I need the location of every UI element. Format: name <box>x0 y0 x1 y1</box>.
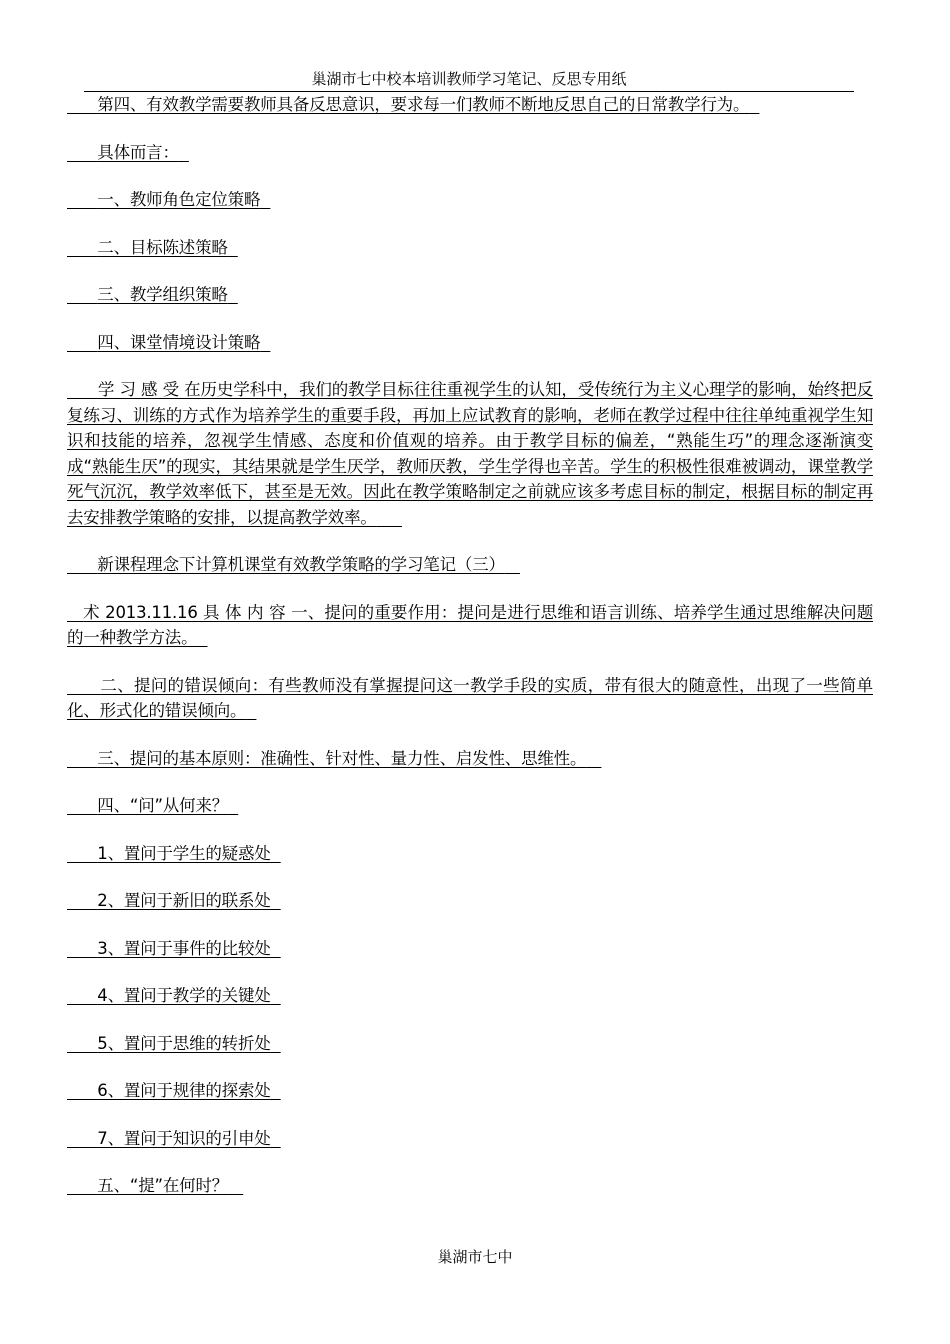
list-item: 3、置问于事件的比较处 <box>97 938 271 958</box>
paragraph: 二、目标陈述策略 <box>97 237 228 257</box>
paragraph: 三、提问的基本原则：准确性、针对性、量力性、启发性、思维性。 <box>97 748 587 768</box>
paragraph: 具体而言： <box>97 142 179 162</box>
list-item: 4、置问于教学的关键处 <box>97 986 271 1005</box>
paragraph: 四、“问”从何来？ <box>97 796 229 815</box>
page-footer: 巢湖市七中 <box>437 1248 513 1266</box>
paragraph: 二、提问的错误倾向：有些教师没有掌握提问这一教学手段的实质，带有很大的随意性，出现了一些简单化、形式化的错误倾向。 <box>67 675 873 720</box>
list-item: 5、置问于思维的转折处 <box>97 1033 271 1053</box>
document-body <box>67 92 873 1199</box>
page-header: 巢湖市七中校本培训教师学习笔记、反思专用纸 <box>84 68 854 92</box>
list-item: 6、置问于规律的探索处 <box>97 1081 271 1100</box>
paragraph: 四、课堂情境设计策略 <box>97 332 261 352</box>
paragraph: 学 习 感 受 在历史学科中，我们的教学目标往往重视学生的认知，受传统行为主义心理学的影响，始终把反复练习、训练的方式作为培养学生的重要手段，再加上应试教育的影响，老师在教学过程中往往单纯重视学生知识和技能的培养，忽视学生情感、态度和价值观的培养。由于教学目标的偏差，“熟能生巧”的理念逐渐演变成“熟能生厌”的现实，其结果就是学生厌学，教师厌教，学生学得也辛苦。学生的积极性很难被调动，课堂教学死气沉沉，教学效率低下，甚至是无效。因此在教学策略制定之前就应该多考虑目标的制定，根据目标的制定再去安排教学策略的安排，以提高教学效率。 <box>67 380 873 527</box>
paragraph: 术 2013.11.16 具 体 内 容 一、提问的重要作用：提问是进行思维和语言训练、培养学生通过思维解决问题的一种教学方法。 <box>67 602 874 647</box>
paragraph: 新课程理念下计算机课堂有效教学策略的学习笔记（三） <box>97 555 505 574</box>
list-item: 1、置问于学生的疑惑处 <box>97 843 271 863</box>
paragraph: 三、教学组织策略 <box>97 285 228 304</box>
list-item: 2、置问于新旧的联系处 <box>97 891 271 910</box>
paragraph: 一、教师角色定位策略 <box>97 190 261 209</box>
list-item: 7、置问于知识的引申处 <box>97 1128 271 1148</box>
paragraph: 五、“提”在何时？ <box>97 1176 229 1195</box>
paragraph: 第四、有效教学需要教师具备反思意识，要求每一们教师不断地反思自己的日常教学行为。 <box>97 95 750 114</box>
